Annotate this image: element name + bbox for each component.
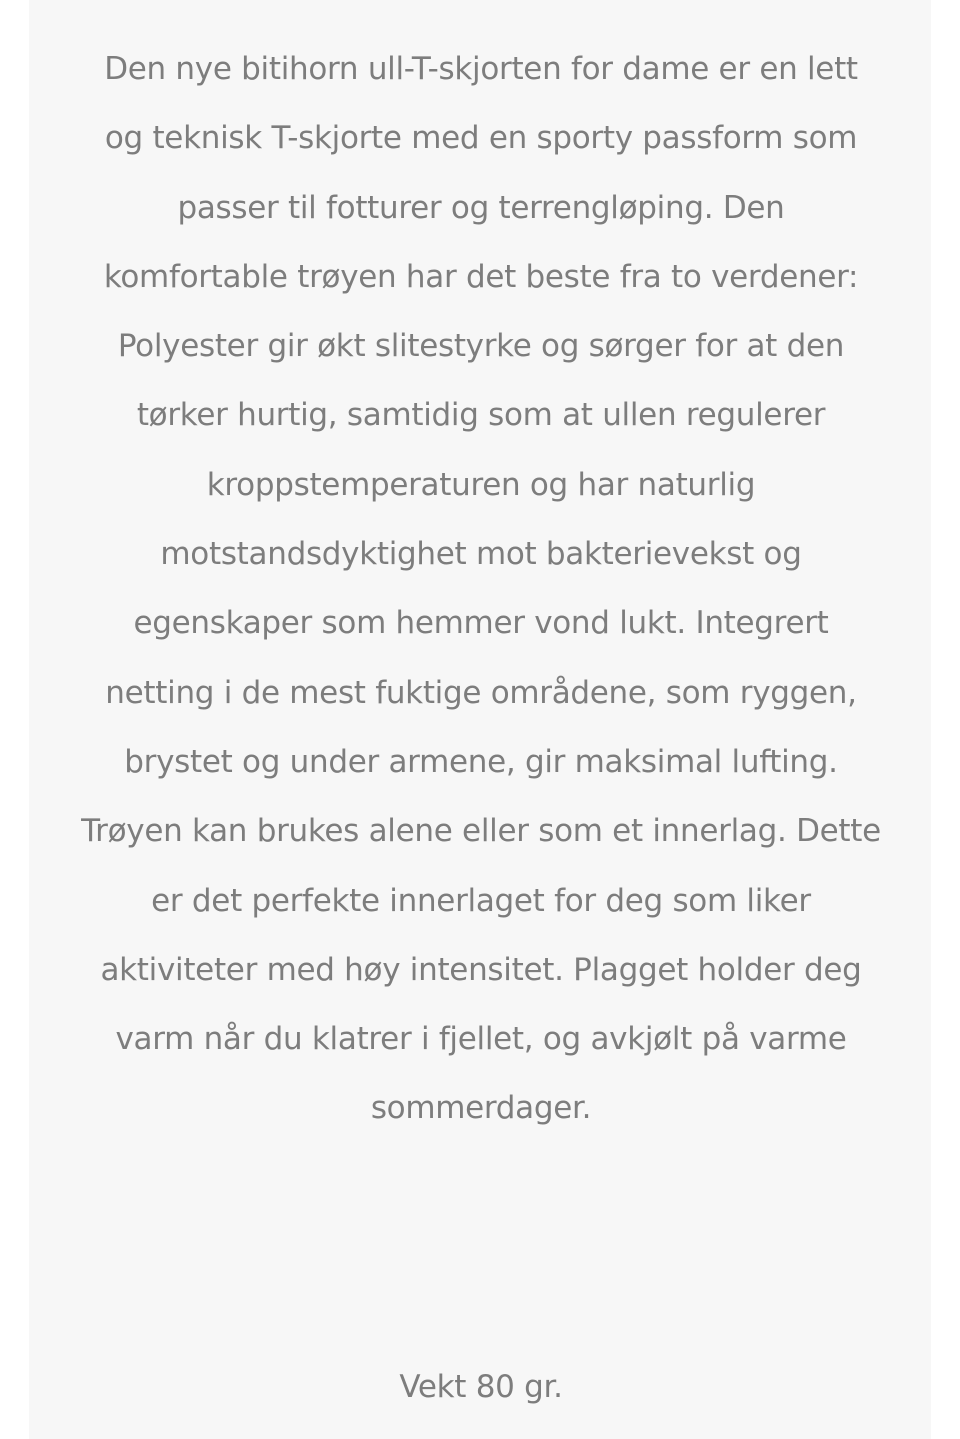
- product-description-panel: [29, 0, 931, 1439]
- product-description-text: Den nye bitihorn ull-T-skjorten for dame er en lett og teknisk T-skjorte med en sporty passform som passer til fotturer og terrengløping. Den komfortable trøyen har det beste fra to verdener: Polyester gir økt slitestyrke og sørger for at den tørker hurtig, samtidig som at ullen regulerer kroppstemperaturen og har naturlig motstandsdyktighet mot bakterievekst og egenskaper som hemmer vond lukt. Integrert netting i de mest fuktige områdene, som ryggen, brystet og under armene, gir maksimal lufting. Trøyen kan brukes alene eller som et innerlag. Dette er det perfekte innerlaget for deg som liker aktiviteter med høy intensitet. Plagget holder deg varm når du klatrer i fjellet, og avkjølt på varme sommerdager.: [81, 51, 881, 1127]
- product-weight-text: Vekt 80 gr.: [399, 1369, 563, 1405]
